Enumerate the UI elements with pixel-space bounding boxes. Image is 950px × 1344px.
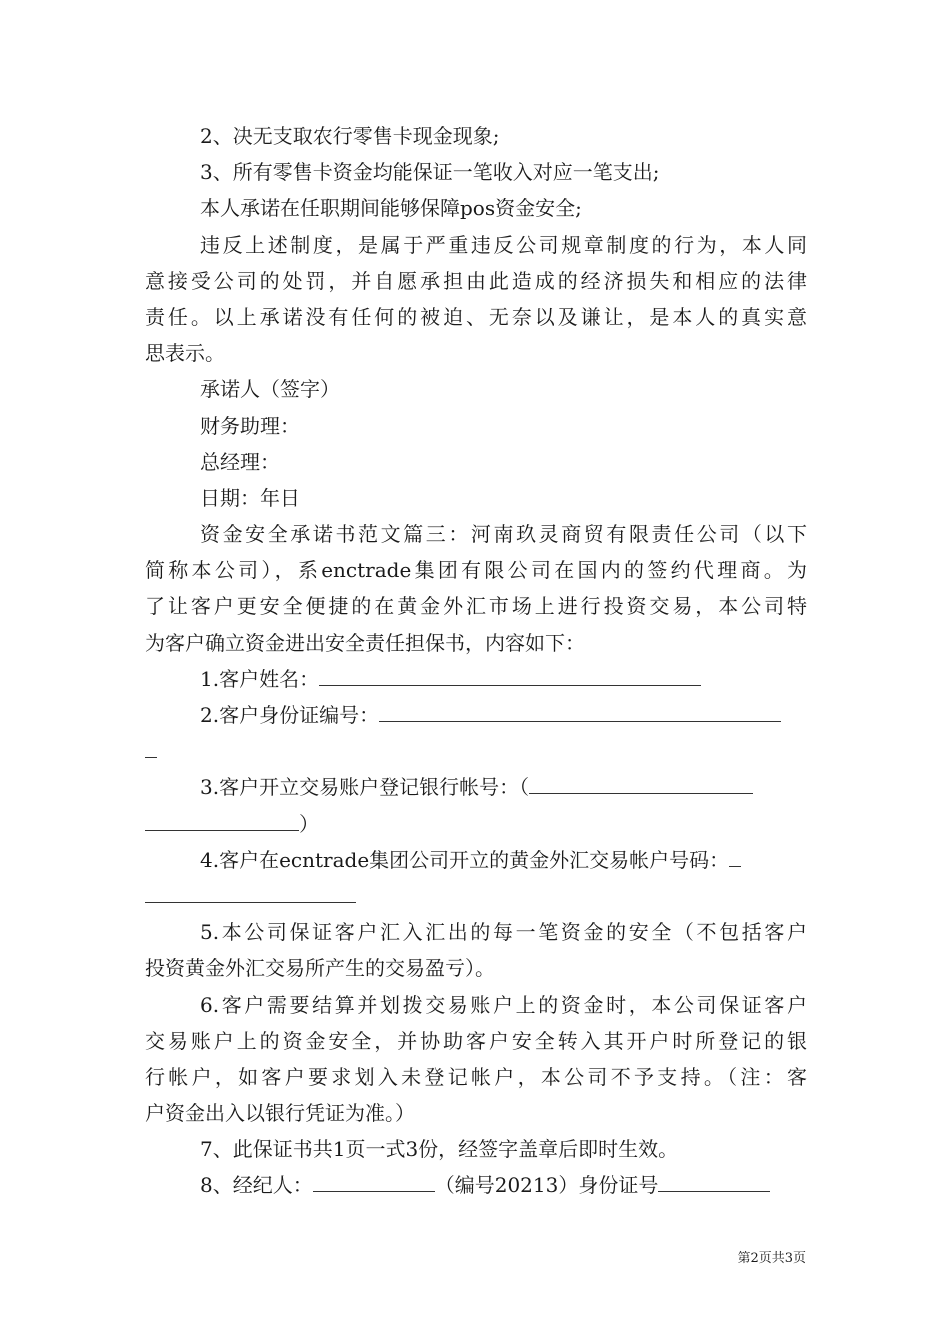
paragraph-line: 意接受公司的处罚，并自愿承担由此造成的经济损失和相应的法律 [145, 268, 807, 293]
paragraph-line [145, 1131, 807, 1167]
paragraph-line: 6.客户需要结算并划拨交易账户上的资金时，本公司保证客户 [200, 992, 807, 1017]
customer-name-row [145, 661, 807, 697]
line-text: 投资黄金外汇交易所产生的交易盈亏）。 [145, 956, 495, 981]
bank-account-blank-continued [145, 808, 299, 831]
document-body [145, 118, 807, 1204]
line-text: 2.客户身份证编号： [200, 703, 380, 727]
paragraph-line [145, 118, 807, 154]
line-text: 本人承诺在任职期间能够保障pos资金安全; [200, 196, 582, 221]
line-text: 8、经纪人： [200, 1173, 313, 1198]
line-text: 为客户确立资金进出安全责任担保书，内容如下： [145, 630, 585, 655]
line-text: 思表示。 [145, 341, 225, 366]
paragraph-line: 简称本公司），系enctrade集团有限公司在国内的签约代理商。为 [145, 558, 807, 583]
line-text: 承诺人（签字） [200, 377, 340, 402]
trading-account-row [145, 842, 807, 878]
paragraph-line: 资金安全承诺书范文篇三：河南玖灵商贸有限责任公司（以下 [200, 522, 807, 547]
paragraph-line [145, 625, 807, 661]
bank-account-row [145, 769, 807, 805]
broker-name-blank [313, 1169, 435, 1192]
line-text: 4.客户在ecntrade集团公司开立的黄金外汇交易帐户号码： [200, 847, 730, 872]
paragraph-line [145, 335, 807, 371]
line-text: 3.客户开立交易账户登记银行帐号：（ [200, 775, 530, 800]
paragraph-line [145, 190, 807, 226]
paragraph-line: 行帐户，如客户要求划入未登记帐户，本公司不予支持。（注：客 [145, 1064, 807, 1089]
paragraph-line: 5.本公司保证客户汇入汇出的每一笔资金的安全（不包括客户 [200, 920, 807, 945]
paragraph-line: 了让客户更安全便捷的在黄金外汇市场上进行投资交易，本公司特 [145, 594, 807, 619]
line-text: （编号20213）身份证号 [434, 1173, 659, 1198]
customer-id-row-continued [145, 733, 807, 769]
line-text: 3、所有零售卡资金均能保证一笔收入对应一笔支出; [200, 160, 660, 185]
signer-label [145, 371, 807, 407]
customer-id-blank [379, 699, 781, 722]
broker-id-blank [658, 1169, 770, 1192]
bank-account-row-continued [145, 806, 807, 842]
trading-account-row-continued [145, 878, 807, 914]
page-indicator: 第2页共3页 [737, 1251, 806, 1266]
line-text: 2、决无支取农行零售卡现金现象; [200, 124, 500, 148]
finance-assistant-label [145, 408, 807, 444]
customer-name-blank [319, 663, 701, 686]
date-label [145, 480, 807, 516]
trading-account-blank-continued [145, 880, 356, 903]
line-text: ） [299, 811, 319, 836]
line-text: 户资金出入以银行凭证为准。） [145, 1101, 415, 1126]
paragraph-line [145, 154, 807, 190]
paragraph-line: 责任。以上承诺没有任何的被迫、无奈以及谦让，是本人的真实意 [145, 304, 807, 329]
trading-account-blank [729, 844, 741, 867]
paragraph-line [145, 1095, 807, 1131]
customer-id-row [145, 697, 807, 733]
paragraph-line [145, 950, 807, 986]
paragraph-line: 违反上述制度，是属于严重违反公司规章制度的行为，本人同 [200, 232, 807, 257]
customer-id-blank-continued [145, 735, 157, 758]
paragraph-line: 交易账户上的资金安全，并协助客户安全转入其开户时所登记的银 [145, 1028, 807, 1053]
line-text: 日期：年日 [200, 485, 300, 510]
broker-row [145, 1167, 807, 1203]
bank-account-blank [529, 771, 753, 794]
line-text: 1.客户姓名： [200, 666, 320, 691]
general-manager-label [145, 444, 807, 480]
line-text: 财务助理： [200, 413, 300, 438]
line-text: 7、此保证书共1页一式3份，经签字盖章后即时生效。 [200, 1137, 679, 1162]
line-text: 总经理： [200, 449, 280, 474]
